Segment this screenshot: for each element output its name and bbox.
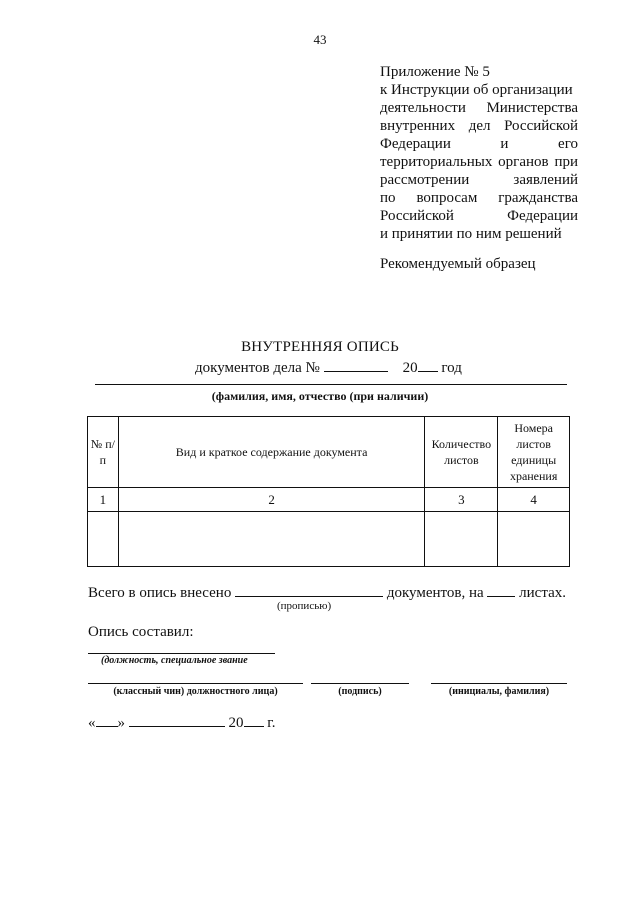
year-blank[interactable] xyxy=(418,358,438,372)
position-line[interactable] xyxy=(88,653,275,654)
month-blank[interactable] xyxy=(129,713,225,727)
case-number-label: документов дела № xyxy=(195,360,320,376)
total-prefix: Всего в опись внесено xyxy=(88,585,232,601)
total-suffix: листах. xyxy=(519,585,566,601)
document-subtitle xyxy=(195,358,462,377)
date-year-blank[interactable] xyxy=(244,713,264,727)
header-sheet-count: Количество листов xyxy=(425,417,498,488)
date-year-prefix: 20 xyxy=(228,715,244,731)
page-number: 43 xyxy=(313,32,327,47)
year-suffix: год xyxy=(441,360,462,376)
column-number: 3 xyxy=(425,488,498,512)
appendix-line: к Инструкции об организации xyxy=(380,82,573,98)
column-number: 2 xyxy=(118,488,425,512)
table-header-row xyxy=(88,417,570,488)
rank-line[interactable] xyxy=(88,683,303,684)
appendix-line: Российской Федерации xyxy=(380,208,578,224)
header-number: № п/п xyxy=(88,417,119,488)
table-cell[interactable] xyxy=(425,512,498,567)
table-cell[interactable] xyxy=(498,512,570,567)
date-line xyxy=(88,713,275,732)
total-count-blank[interactable] xyxy=(235,583,383,597)
year-prefix: 20 xyxy=(402,360,418,376)
fio-caption: (фамилия, имя, отчество (при наличии) xyxy=(211,389,429,403)
table-row xyxy=(88,512,570,567)
day-blank[interactable] xyxy=(96,713,118,727)
column-number-row xyxy=(88,488,570,512)
sample-label: Рекомендуемый образец xyxy=(380,256,536,272)
document-title: ВНУТРЕННЯЯ ОПИСЬ xyxy=(241,339,399,355)
initials-caption: (инициалы, фамилия) xyxy=(448,686,550,697)
appendix-line: рассмотрении заявлений xyxy=(380,172,578,188)
column-number: 4 xyxy=(498,488,570,512)
initials-line[interactable] xyxy=(431,683,567,684)
header-sheet-numbers: Номера листов единицы хранения xyxy=(498,417,570,488)
signature-line[interactable] xyxy=(311,683,409,684)
composed-by-label: Опись составил: xyxy=(88,624,194,640)
appendix-line: Федерации и его xyxy=(380,136,578,152)
appendix-line: и принятии по ним решений xyxy=(380,226,562,242)
date-open-quote: « xyxy=(88,715,96,731)
signature-caption: (подпись) xyxy=(338,686,382,697)
appendix-line: Приложение № 5 xyxy=(380,64,490,80)
table-cell[interactable] xyxy=(88,512,119,567)
header-description: Вид и краткое содержание документа xyxy=(118,417,425,488)
table-cell[interactable] xyxy=(118,512,425,567)
total-caption: (прописью) xyxy=(277,600,332,612)
inventory-table xyxy=(87,416,570,567)
appendix-line: внутренних дел Российской xyxy=(380,118,578,134)
sheet-count-blank[interactable] xyxy=(487,583,515,597)
fio-line[interactable] xyxy=(95,384,567,385)
date-close-quote: » xyxy=(117,715,125,731)
appendix-line: деятельности Министерства xyxy=(380,100,578,116)
rank-caption: (классный чин) должностного лица) xyxy=(113,686,278,697)
total-middle: документов, на xyxy=(386,585,484,601)
appendix-line: территориальных органов при xyxy=(380,154,578,170)
position-caption: (должность, специальное звание xyxy=(101,655,248,666)
column-number: 1 xyxy=(88,488,119,512)
appendix-header xyxy=(380,63,578,243)
appendix-line: по вопросам гражданства xyxy=(380,190,578,206)
case-number-blank[interactable] xyxy=(324,358,388,372)
date-year-suffix: г. xyxy=(267,715,276,731)
